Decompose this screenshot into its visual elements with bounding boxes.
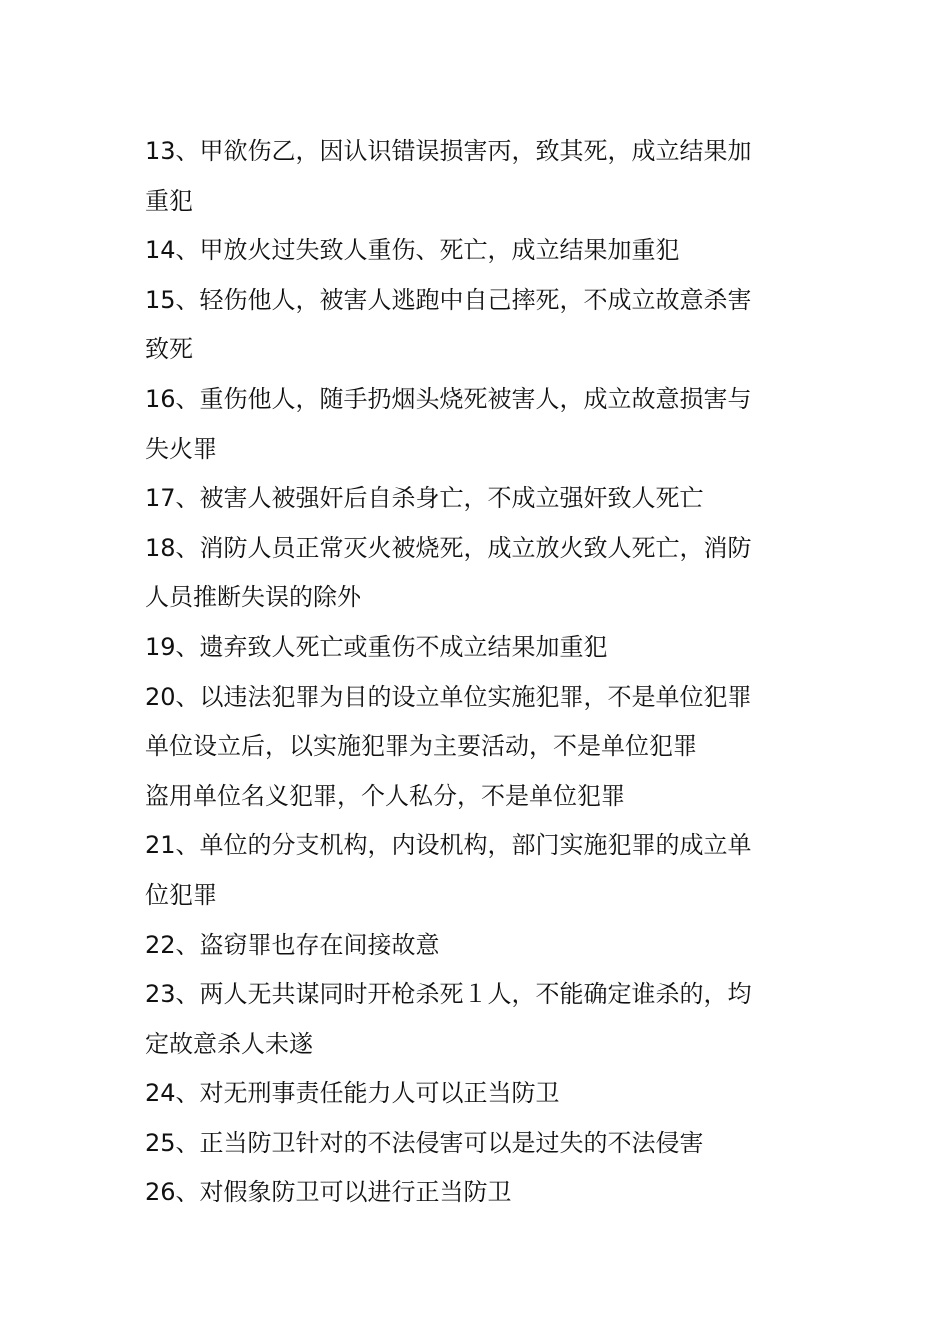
text-line: 15、轻伤他人，被害人逃跑中自己摔死，不成立故意杀害 — [145, 285, 752, 314]
text-line: 20、以违法犯罪为目的设立单位实施犯罪，不是单位犯罪 — [145, 682, 752, 711]
text-line: 21、单位的分支机构，内设机构，部门实施犯罪的成立单 — [145, 831, 752, 860]
text-line: 人员推断失误的除外 — [145, 583, 361, 612]
text-line: 重犯 — [145, 186, 193, 215]
text-line: 定故意杀人未遂 — [145, 1029, 313, 1058]
text-line: 22、盗窃罪也存在间接故意 — [145, 930, 440, 959]
text-line: 19、遗弃致人死亡或重伤不成立结果加重犯 — [145, 632, 608, 661]
text-line: 23、两人无共谋同时开枪杀死１人，不能确定谁杀的，均 — [145, 980, 752, 1009]
text-line: 14、甲放火过失致人重伤、死亡，成立结果加重犯 — [145, 236, 680, 265]
text-line: 失火罪 — [145, 434, 217, 463]
text-line: 致死 — [145, 335, 193, 364]
text-line: 单位设立后，以实施犯罪为主要活动，不是单位犯罪 — [145, 732, 697, 761]
text-line: 盗用单位名义犯罪，个人私分，不是单位犯罪 — [145, 781, 625, 810]
text-line: 17、被害人被强奸后自杀身亡，不成立强奸致人死亡 — [145, 484, 704, 513]
text-line: 18、消防人员正常灭火被烧死，成立放火致人死亡，消防 — [145, 533, 752, 562]
text-line: 13、甲欲伤乙，因认识错误损害丙，致其死，成立结果加 — [145, 137, 752, 165]
text-line: 16、重伤他人，随手扔烟头烧死被害人，成立故意损害与 — [145, 384, 752, 413]
text-line: 位犯罪 — [145, 880, 217, 909]
document-body — [145, 127, 805, 1218]
text-line: 26、对假象防卫可以进行正当防卫 — [145, 1178, 512, 1207]
text-line: 25、正当防卫针对的不法侵害可以是过失的不法侵害 — [145, 1128, 704, 1157]
text-line: 24、对无刑事责任能力人可以正当防卫 — [145, 1079, 560, 1108]
